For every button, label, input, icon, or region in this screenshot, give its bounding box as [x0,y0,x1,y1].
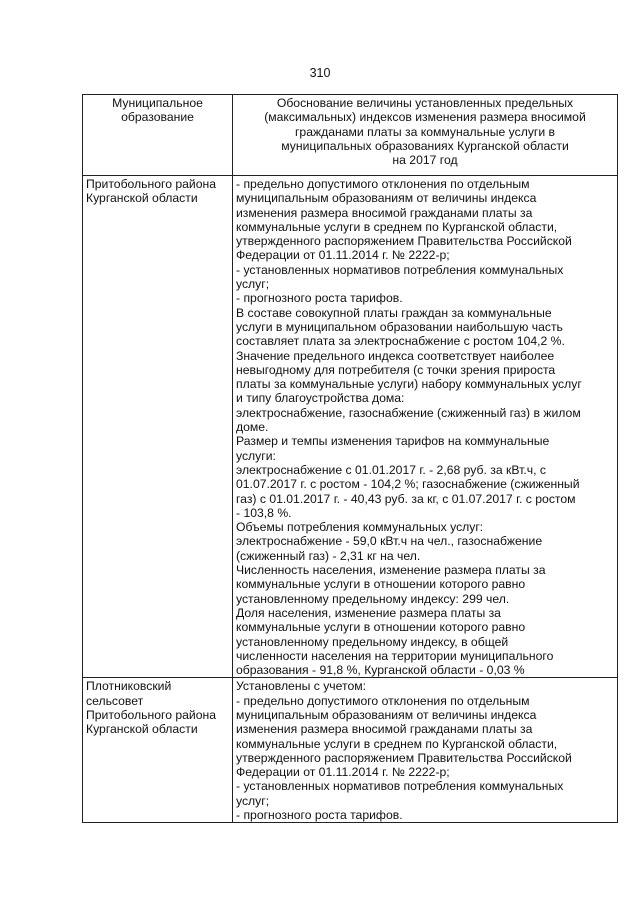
cell-line: Федерации от 01.11.2014 г. № 2222-р; [236,248,450,263]
header-justification [233,95,618,176]
header-line: гражданами платы за коммунальные услуги в [294,124,556,139]
cell-line: Размер и темпы изменения тарифов на коммунальные [236,434,550,449]
cell-line: Притобольного района [86,177,217,191]
cell-line: утвержденного распоряжением Правительства Российской [236,234,572,249]
header-line: Обоснование величины установленных предельных [276,96,574,110]
cell-line: образования - 91,8 %, Курганской области - 0,03 % [236,663,525,678]
cell-line: Численность населения, изменение размера платы за [236,563,546,578]
cell-line: Курганской области [86,722,198,737]
cell-line: Плотниковский [86,679,172,694]
cell-line: изменения размера вносимой гражданами платы за [236,205,533,220]
justification-cell [233,176,618,678]
cell-line: Федерации от 01.11.2014 г. № 2222-р; [236,765,450,780]
cell-line: муниципальным образованиям от величины индекса [236,191,537,206]
cell-line: сельсовет [86,693,144,708]
cell-line: - предельно допустимого отклонения по отдельным [236,693,530,708]
cell-line: - установленных нормативов потребления коммунальных [236,262,564,277]
cell-line: установленному предельному индексу, в общей [236,634,509,649]
cell-line: В составе совокупной платы граждан за коммунальные [236,305,552,320]
table-row [83,176,618,678]
header-line: (максимальных) индексов изменения размера вносимой [264,110,586,125]
cell-line: услуг; [236,277,270,292]
cell-line: электроснабжение с 01.01.2017 г. - 2,68 руб. за кВт.ч, с [236,462,546,477]
header-municipality [83,95,233,176]
cell-line: коммунальные услуги в отношении которого равно [236,577,526,592]
cell-line: платы за коммунальные услуги) набору коммунальных услуг [236,377,582,392]
cell-line: невыгодному для потребителя (с точки зрения прироста [236,362,556,377]
cell-line: - прогнозного роста тарифов. [236,291,403,306]
header-line: на 2017 год [392,153,458,168]
municipality-cell [83,678,233,823]
cell-line: 01.07.2017 г. с ростом - 104,2 %; газоснабжение (сжиженный [236,477,580,492]
cell-line: (сжиженный газ) - 2,31 кг на чел. [236,548,421,563]
cell-line: Доля населения, изменение размера платы за [236,605,501,620]
document-table [82,94,618,823]
cell-line: Курганской области [86,191,198,206]
municipality-cell [83,176,233,678]
cell-line: услуги в муниципальном образовании наибольшую часть [236,319,563,334]
cell-line: численности населения на территории муниципального [236,648,554,663]
cell-line: коммунальные услуги в среднем по Курганской области, [236,736,558,751]
cell-line: - предельно допустимого отклонения по отдельным [236,177,530,191]
cell-line: - прогнозного роста тарифов. [236,808,403,823]
cell-line: коммунальные услуги в отношении которого равно [236,620,526,635]
cell-line: утвержденного распоряжением Правительства Российской [236,750,572,765]
header-line: образование [121,110,194,125]
cell-line: Значение предельного индекса соответствует наиболее [236,348,555,363]
cell-line: услуги: [236,448,276,463]
cell-line: и типу благоустройства дома: [236,391,405,406]
cell-line: Объемы потребления коммунальных услуг: [236,520,484,535]
cell-line: услуг; [236,793,270,808]
cell-line: Установлены с учетом: [236,679,366,694]
cell-line: - установленных нормативов потребления коммунальных [236,779,564,794]
cell-line: Притобольного района [86,707,217,722]
cell-line: доме. [236,420,269,435]
table-header-row [83,95,618,176]
table-row [83,678,618,823]
cell-line: установленному предельному индексу: 299 чел. [236,591,510,606]
cell-line: составляет плата за электроснабжение с ростом 104,2 %. [236,334,565,349]
cell-line: изменения размера вносимой гражданами платы за [236,722,533,737]
cell-line: электроснабжение, газоснабжение (сжиженный газ) в жилом [236,405,581,420]
cell-line: коммунальные услуги в среднем по Курганской области, [236,219,558,234]
justification-cell [233,678,618,823]
cell-line: - 103,8 %. [236,505,292,520]
page-number: 310 [309,66,331,80]
cell-line: электроснабжение - 59,0 кВт.ч на чел., газоснабжение [236,534,543,549]
cell-line: газ) с 01.01.2017 г. - 40,43 руб. за кг, с 01.07.2017 г. с ростом [236,491,576,506]
cell-line: муниципальным образованиям от величины индекса [236,707,537,722]
header-line: Муниципальное [112,96,203,110]
header-line: муниципальных образованиях Курганской области [281,138,569,153]
